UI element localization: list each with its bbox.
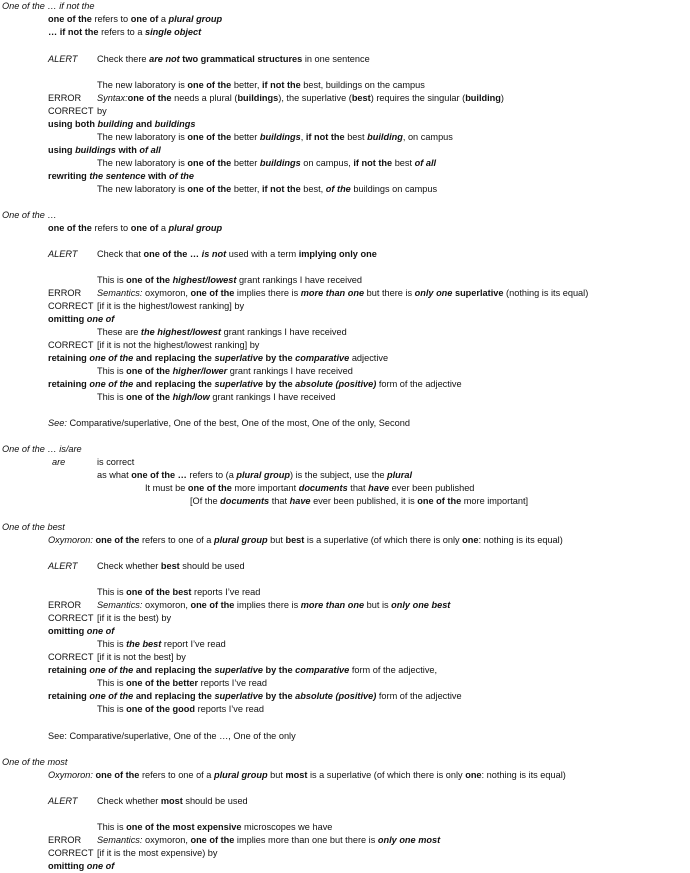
- text-line: [97, 158, 436, 169]
- text-line: [48, 665, 437, 676]
- text-segment: one of: [86, 861, 115, 871]
- text-segment: if not the: [353, 158, 393, 168]
- text-segment: more important]: [461, 496, 529, 506]
- text-segment: higher/lower: [170, 366, 228, 376]
- text-segment: better: [231, 158, 260, 168]
- text-segment: superlative: [214, 665, 263, 675]
- text-line: [190, 496, 528, 507]
- text-line: [97, 470, 412, 481]
- row-label: CORRECT: [48, 848, 94, 858]
- text-line: [48, 600, 450, 611]
- text-segment: one of the: [89, 665, 134, 675]
- text-line: [48, 145, 161, 156]
- text-line: [97, 678, 267, 689]
- text-segment: only one best: [391, 600, 451, 610]
- text-line: [48, 861, 114, 872]
- text-segment: the best) by: [120, 613, 172, 623]
- text-segment: needs a plural (: [171, 93, 238, 103]
- text-segment: one: [462, 535, 479, 545]
- text-segment: [if it is not: [97, 652, 136, 662]
- text-segment: if not the: [261, 80, 301, 90]
- text-segment: superlative: [452, 288, 504, 298]
- text-segment: on campus,: [300, 158, 354, 168]
- text-segment: highest/lowest: [170, 275, 237, 285]
- text-segment: one of: [86, 626, 115, 636]
- text-line: [97, 132, 453, 143]
- text-segment: should be used: [179, 561, 245, 571]
- text-segment: and: [133, 119, 155, 129]
- text-segment: one of the: [126, 366, 171, 376]
- text-segment: Semantics:: [97, 835, 143, 845]
- text-segment: buildings: [154, 119, 196, 129]
- text-segment: oxymoron,: [142, 288, 191, 298]
- text-segment: [if it is: [97, 848, 121, 858]
- text-segment: , on campus: [402, 132, 453, 142]
- text-segment: comparative: [295, 353, 350, 363]
- text-segment: [Of the: [190, 496, 221, 506]
- text-segment: plural group: [213, 770, 268, 780]
- text-segment: if not the: [305, 132, 345, 142]
- text-segment: one of the: [89, 353, 134, 363]
- text-segment: one of the: [89, 379, 134, 389]
- text-line: [97, 639, 226, 650]
- text-segment: of all: [139, 145, 161, 155]
- text-segment: reports I’ve read: [191, 587, 261, 597]
- text-segment: oxymoron,: [142, 600, 191, 610]
- text-segment: the best] by: [135, 652, 186, 662]
- row-label: CORRECT: [48, 106, 94, 116]
- row-label: ALERT: [48, 561, 78, 571]
- text-segment: superlative: [214, 353, 263, 363]
- text-segment: The new laboratory is: [97, 184, 188, 194]
- text-segment: The new laboratory is: [97, 80, 188, 90]
- text-segment: one of the best: [126, 587, 192, 597]
- text-segment: most: [160, 796, 183, 806]
- text-segment: This is: [97, 639, 127, 649]
- text-line: [48, 691, 462, 702]
- text-segment: adjective: [349, 353, 389, 363]
- text-segment: one of the: [190, 835, 235, 845]
- text-line: [48, 848, 218, 859]
- text-line: [97, 275, 362, 286]
- text-segment: one of the: [48, 14, 92, 24]
- text-line: [48, 93, 504, 104]
- text-segment: one of the: [187, 80, 232, 90]
- row-label: ERROR: [48, 600, 82, 610]
- text-segment: with: [145, 171, 170, 181]
- text-segment: See:: [48, 418, 67, 428]
- text-segment: Semantics:: [97, 600, 143, 610]
- text-segment: and replacing the: [133, 665, 215, 675]
- text-segment: refers to: [91, 223, 131, 233]
- text-segment: oxymoron,: [142, 835, 191, 845]
- row-label: are: [52, 457, 66, 467]
- text-segment: best: [160, 561, 180, 571]
- text-line: [48, 301, 244, 312]
- text-segment: better,: [231, 184, 262, 194]
- text-segment: buildings on campus: [350, 184, 438, 194]
- text-segment: This is: [97, 587, 127, 597]
- text-line: [97, 184, 437, 195]
- text-segment: This is: [97, 392, 127, 402]
- text-segment: form of the adjective,: [349, 665, 438, 675]
- text-segment: better,: [231, 80, 262, 90]
- text-segment: grant rankings I have received: [221, 327, 347, 337]
- text-segment: : nothing is its equal): [478, 535, 563, 545]
- text-segment: ) requires the singular (: [370, 93, 466, 103]
- text-segment: one of the …: [131, 470, 187, 480]
- text-segment: the most expensive) by: [120, 848, 218, 858]
- text-segment: implies there is: [234, 600, 301, 610]
- text-segment: one of the: [417, 496, 462, 506]
- text-segment: one of the: [92, 535, 140, 545]
- text-segment: one of the: [48, 223, 92, 233]
- text-segment: grant rankings I have received: [209, 392, 336, 402]
- text-segment: buildings: [75, 145, 116, 155]
- text-segment: This is: [97, 704, 127, 714]
- text-segment: superlative: [214, 691, 263, 701]
- text-segment: retaining: [48, 379, 90, 389]
- text-segment: absolute (positive): [295, 691, 377, 701]
- text-segment: grant rankings I have received: [236, 275, 363, 285]
- text-segment: The new laboratory is: [97, 158, 188, 168]
- text-segment: one of the: [92, 770, 140, 780]
- text-segment: [if it is the highest/lowest ranking] by: [97, 301, 245, 311]
- text-segment: more than one: [300, 288, 365, 298]
- text-segment: retaining: [48, 353, 90, 363]
- text-segment: best: [285, 535, 305, 545]
- text-segment: a: [158, 223, 169, 233]
- section-heading: One of the … if not the: [2, 1, 95, 11]
- text-segment: the highest/lowest: [140, 327, 222, 337]
- text-segment: single object: [145, 27, 202, 37]
- text-segment: … if not the: [48, 27, 99, 37]
- text-line: [48, 14, 222, 25]
- text-segment: with: [115, 145, 140, 155]
- row-label: ERROR: [48, 288, 82, 298]
- text-segment: in one sentence: [302, 54, 370, 64]
- row-label: ALERT: [48, 796, 78, 806]
- text-segment: by the: [262, 665, 296, 675]
- text-line: [48, 731, 296, 742]
- text-segment: Semantics:: [97, 288, 143, 298]
- text-segment: plural group: [168, 14, 223, 24]
- text-segment: : nothing is its equal): [481, 770, 566, 780]
- text-segment: only one: [414, 288, 453, 298]
- text-segment: Check there: [97, 54, 150, 64]
- text-segment: Syntax:: [97, 93, 128, 103]
- text-line: [48, 535, 563, 546]
- text-segment: but: [267, 770, 286, 780]
- text-segment: one: [465, 770, 482, 780]
- text-segment: one of the …: [143, 249, 200, 259]
- text-segment: plural group: [236, 470, 290, 480]
- text-segment: retaining: [48, 691, 90, 701]
- text-line: [48, 54, 370, 65]
- text-segment: that: [269, 496, 290, 506]
- text-segment: one of: [130, 223, 159, 233]
- text-segment: plural group: [168, 223, 223, 233]
- text-segment: This is: [97, 822, 127, 832]
- text-segment: the highest/lowest ranking] by: [135, 340, 260, 350]
- text-segment: superlative: [214, 379, 263, 389]
- text-segment: Check whether: [97, 561, 161, 571]
- text-segment: See:: [48, 731, 67, 741]
- row-label: CORRECT: [48, 613, 94, 623]
- section-heading: One of the …: [2, 210, 57, 220]
- text-line: [97, 366, 353, 377]
- text-segment: buildings: [237, 93, 279, 103]
- text-segment: but there is: [364, 288, 415, 298]
- text-line: [48, 796, 248, 807]
- row-label: ERROR: [48, 835, 82, 845]
- text-segment: form of the adjective: [376, 691, 462, 701]
- text-segment: one of the: [190, 288, 235, 298]
- text-line: [48, 652, 186, 663]
- text-segment: is a superlative (of which there is only: [304, 535, 463, 545]
- text-segment: report I’ve read: [161, 639, 226, 649]
- text-segment: refers to (a: [186, 470, 237, 480]
- text-segment: omitting: [48, 626, 87, 636]
- text-segment: is not: [199, 249, 227, 259]
- text-segment: The new laboratory is: [97, 132, 188, 142]
- text-line: [48, 379, 462, 390]
- text-segment: building: [97, 119, 134, 129]
- text-line: [97, 392, 335, 403]
- text-line: [48, 314, 114, 325]
- text-line: [48, 106, 107, 117]
- text-segment: reports I’ve read: [198, 678, 268, 688]
- text-segment: best: [392, 158, 415, 168]
- text-segment: best,: [300, 184, 326, 194]
- text-segment: one of the better: [126, 678, 199, 688]
- text-segment: one of the most expensive: [126, 822, 242, 832]
- text-line: [48, 223, 222, 234]
- text-segment: using: [48, 145, 76, 155]
- text-segment: one of the: [126, 275, 171, 285]
- text-segment: It must be: [145, 483, 188, 493]
- row-label: CORRECT: [48, 301, 94, 311]
- text-segment: ,: [300, 132, 306, 142]
- text-segment: refers to one of a: [139, 770, 214, 780]
- text-segment: and replacing the: [133, 691, 215, 701]
- text-segment: by: [97, 106, 107, 116]
- text-segment: rewriting: [48, 171, 90, 181]
- text-segment: grant rankings I have received: [227, 366, 353, 376]
- text-segment: two grammatical structures: [179, 54, 303, 64]
- text-segment: one of the: [89, 691, 134, 701]
- text-segment: of the: [169, 171, 195, 181]
- text-segment: [if it is: [97, 613, 121, 623]
- section-heading: One of the best: [2, 522, 65, 532]
- text-segment: Comparative/superlative, One of the …, One of the only: [66, 731, 296, 741]
- text-segment: buildings: [259, 158, 301, 168]
- text-segment: high/low: [170, 392, 210, 402]
- text-segment: the sentence: [89, 171, 146, 181]
- text-line: [48, 288, 588, 299]
- text-segment: This is: [97, 678, 127, 688]
- text-segment: of the: [325, 184, 351, 194]
- text-segment: absolute (positive): [295, 379, 377, 389]
- text-segment: plural group: [213, 535, 268, 545]
- text-segment: form of the adjective: [376, 379, 462, 389]
- text-segment: more than one: [300, 600, 365, 610]
- text-segment: best: [351, 93, 371, 103]
- text-segment: is correct: [97, 457, 135, 467]
- text-segment: only one most: [377, 835, 441, 845]
- text-segment: one of the: [187, 483, 232, 493]
- text-segment: and replacing the: [133, 379, 215, 389]
- text-segment: best: [344, 132, 368, 142]
- text-segment: Oxymoron:: [48, 535, 93, 545]
- text-segment: building: [465, 93, 501, 103]
- text-line: [48, 835, 440, 846]
- text-segment: (nothing is its equal): [503, 288, 589, 298]
- text-segment: ), the superlative (: [278, 93, 352, 103]
- text-line: [48, 613, 171, 624]
- text-segment: one of the: [187, 158, 232, 168]
- text-segment: one of the: [187, 184, 232, 194]
- text-segment: are not: [149, 54, 180, 64]
- text-line: [97, 704, 264, 715]
- text-line: [48, 770, 566, 781]
- text-segment: have: [368, 483, 390, 493]
- text-segment: by the: [262, 353, 296, 363]
- text-segment: refers to a: [98, 27, 145, 37]
- text-segment: ) is the subject, use the: [289, 470, 388, 480]
- text-segment: plural: [387, 470, 413, 480]
- text-segment: ever been published: [389, 483, 475, 493]
- text-segment: building: [367, 132, 403, 142]
- text-segment: documents: [298, 483, 348, 493]
- text-segment: of all: [414, 158, 437, 168]
- row-label: ALERT: [48, 54, 78, 64]
- text-segment: used with a term: [226, 249, 299, 259]
- text-segment: as what: [97, 470, 132, 480]
- text-segment: is a superlative (of which there is only: [307, 770, 466, 780]
- text-segment: by the: [262, 691, 296, 701]
- text-segment: refers to: [91, 14, 131, 24]
- text-segment: a: [158, 14, 169, 24]
- text-line: [48, 626, 114, 637]
- row-label: ERROR: [48, 93, 82, 103]
- text-segment: the best: [126, 639, 162, 649]
- text-line: [97, 80, 425, 91]
- text-segment: implies there is: [234, 288, 301, 298]
- text-segment: one of the good: [126, 704, 196, 714]
- text-segment: one of the: [127, 93, 172, 103]
- row-label: CORRECT: [48, 340, 94, 350]
- text-line: [48, 353, 388, 364]
- text-segment: reports I’ve read: [195, 704, 264, 714]
- text-segment: [if it is not: [97, 340, 136, 350]
- text-segment: that: [347, 483, 369, 493]
- text-segment: if not the: [261, 184, 301, 194]
- row-label: ALERT: [48, 249, 78, 259]
- text-line: [97, 822, 332, 833]
- text-segment: Check that: [97, 249, 144, 259]
- text-segment: retaining: [48, 665, 90, 675]
- text-segment: one of: [86, 314, 115, 324]
- text-segment: Comparative/superlative, One of the best, One of the most, One of the only, Second: [66, 418, 410, 428]
- text-segment: one of: [130, 14, 159, 24]
- text-segment: omitting: [48, 314, 87, 324]
- text-segment: ): [500, 93, 504, 103]
- text-segment: by the: [262, 379, 296, 389]
- text-line: [52, 457, 134, 468]
- text-line: [48, 171, 194, 182]
- text-segment: but: [267, 535, 286, 545]
- section-heading: One of the most: [2, 757, 68, 767]
- text-segment: implies more than one but there is: [234, 835, 378, 845]
- text-segment: but is: [364, 600, 392, 610]
- text-segment: one of the: [126, 392, 171, 402]
- text-segment: refers to one of a: [139, 535, 214, 545]
- text-segment: one of the: [190, 600, 235, 610]
- text-segment: have: [289, 496, 311, 506]
- text-line: [97, 587, 260, 598]
- text-segment: best, buildings on the campus: [300, 80, 425, 90]
- text-segment: These are: [97, 327, 141, 337]
- text-segment: Check whether: [97, 796, 161, 806]
- text-line: [48, 340, 259, 351]
- text-segment: better: [231, 132, 260, 142]
- text-segment: This is: [97, 366, 127, 376]
- text-line: [48, 418, 410, 429]
- text-line: [145, 483, 474, 494]
- text-segment: using both: [48, 119, 98, 129]
- text-line: [48, 27, 201, 38]
- text-segment: documents: [220, 496, 270, 506]
- text-line: [48, 119, 196, 130]
- text-segment: omitting: [48, 861, 87, 871]
- text-line: [97, 327, 347, 338]
- text-segment: and replacing the: [133, 353, 215, 363]
- text-segment: ever been published, it is: [310, 496, 418, 506]
- text-segment: This is: [97, 275, 127, 285]
- text-segment: implying only one: [298, 249, 377, 259]
- text-segment: Oxymoron:: [48, 770, 93, 780]
- text-segment: should be used: [182, 796, 248, 806]
- text-line: [48, 249, 377, 260]
- text-segment: buildings: [259, 132, 301, 142]
- text-segment: most: [285, 770, 308, 780]
- text-segment: more important: [231, 483, 299, 493]
- section-heading: One of the … is/are: [2, 444, 82, 454]
- text-segment: microscopes we have: [241, 822, 333, 832]
- text-segment: one of the: [187, 132, 232, 142]
- row-label: CORRECT: [48, 652, 94, 662]
- text-segment: comparative: [295, 665, 350, 675]
- text-line: [48, 561, 245, 572]
